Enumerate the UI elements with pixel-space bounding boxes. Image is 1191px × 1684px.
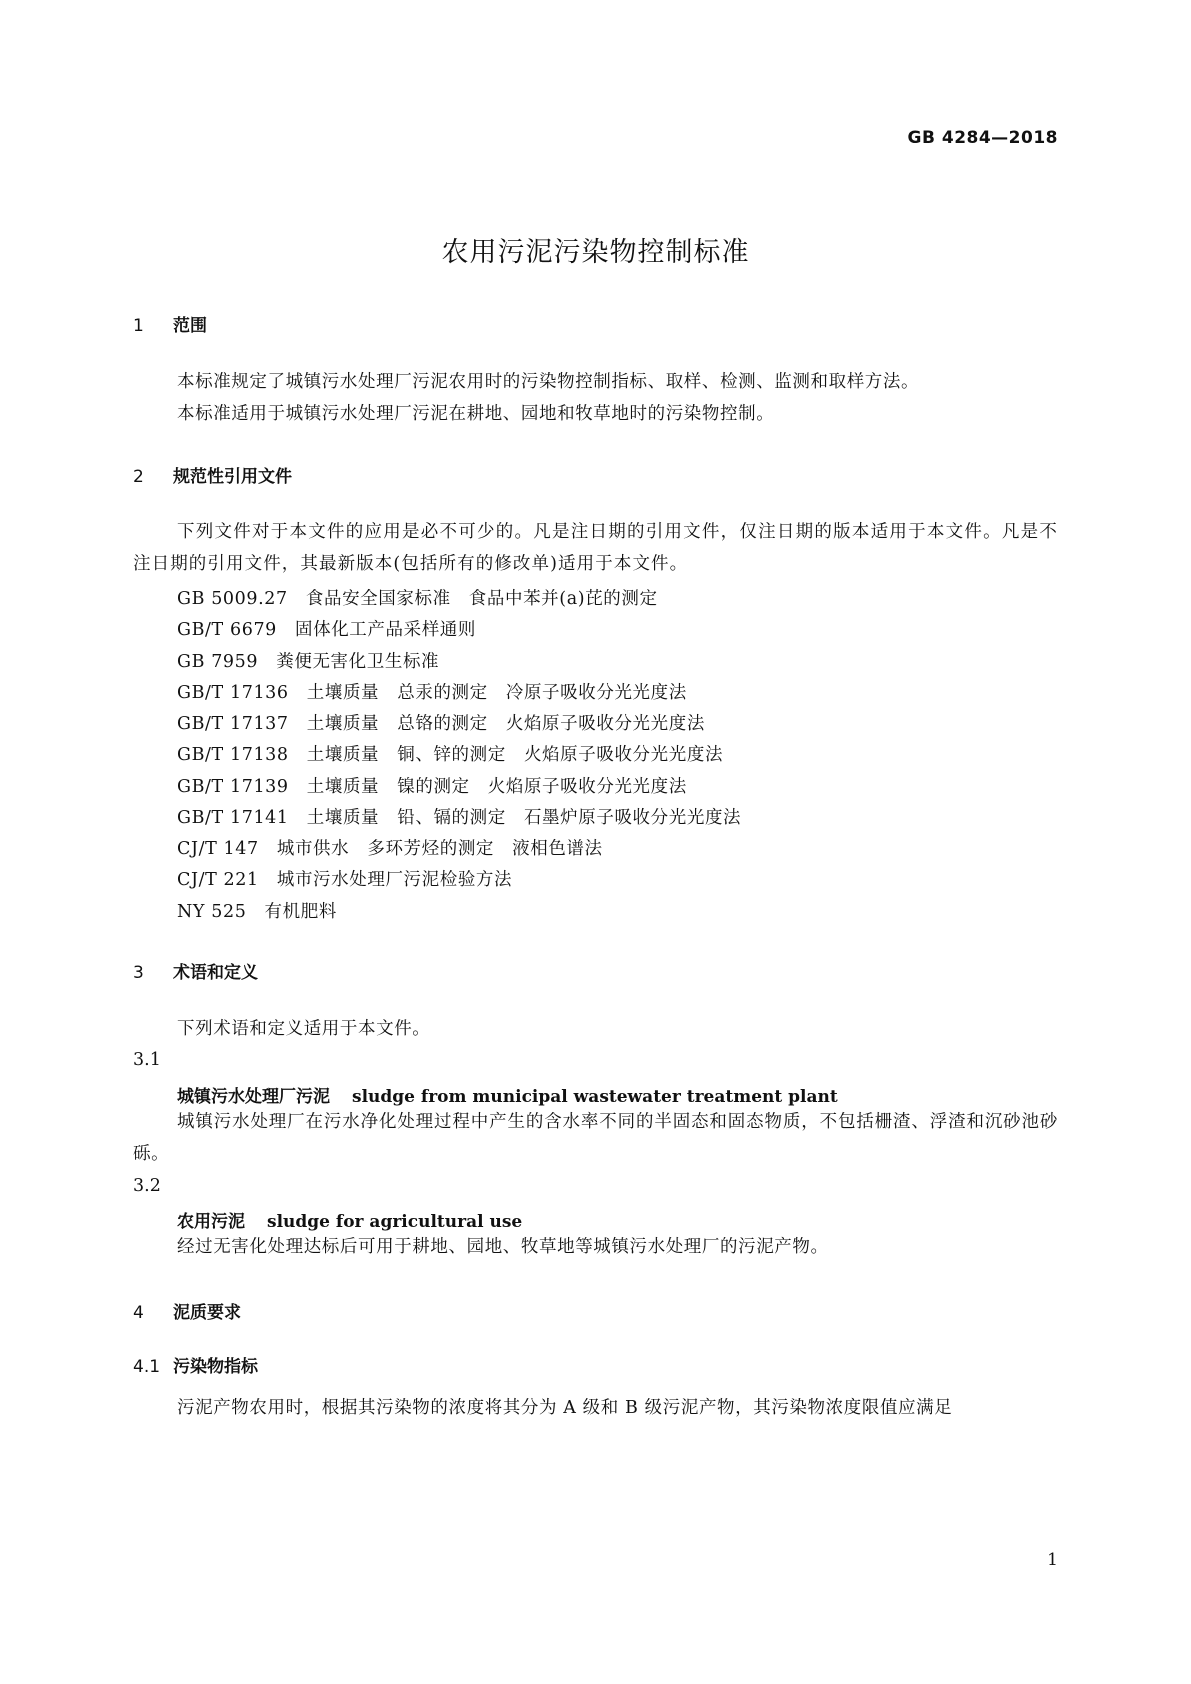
- section-number: 4: [133, 1303, 144, 1323]
- reference-item: GB/T 6679 固体化工产品采样通则: [177, 620, 477, 640]
- section-2-heading: [133, 462, 292, 487]
- paragraph: 污泥产物农用时，根据其污染物的浓度将其分为 A 级和 B 级污泥产物，其污染物浓度限值应满足: [177, 1398, 953, 1418]
- term-number: 3.2: [133, 1176, 161, 1196]
- term-en: sludge for agricultural use: [267, 1212, 523, 1232]
- section-title: 范围: [173, 316, 207, 336]
- subsection-number: 4.1: [133, 1357, 161, 1377]
- standard-code: GB 4284—2018: [907, 128, 1058, 148]
- term-number: 3.1: [133, 1050, 161, 1070]
- term-zh: 农用污泥: [177, 1212, 245, 1232]
- term-zh: 城镇污水处理厂污泥: [177, 1087, 330, 1107]
- reference-item: GB 7959 粪便无害化卫生标准: [177, 652, 440, 672]
- reference-item: NY 525 有机肥料: [177, 902, 337, 922]
- section-1-heading: [133, 311, 207, 336]
- term-heading: [177, 1207, 522, 1232]
- document-title: 农用污泥污染物控制标准: [441, 237, 750, 268]
- paragraph: 下列术语和定义适用于本文件。: [177, 1019, 431, 1039]
- reference-item: GB 5009.27 食品安全国家标准 食品中苯并(a)芘的测定: [177, 589, 658, 609]
- section-title: 规范性引用文件: [173, 467, 292, 487]
- reference-item: CJ/T 221 城市污水处理厂污泥检验方法: [177, 870, 513, 890]
- section-4-heading: [133, 1298, 241, 1323]
- subsection-4-1-heading: [133, 1352, 258, 1377]
- section-3-heading: [133, 958, 258, 983]
- reference-item: GB/T 17136 土壤质量 总汞的测定 冷原子吸收分光光度法: [177, 683, 687, 703]
- section-number: 3: [133, 963, 144, 983]
- term-definition: 城镇污水处理厂在污水净化处理过程中产生的含水率不同的半固态和固态物质，不包括栅渣、浮渣和沉砂池砂砾。: [133, 1112, 1058, 1164]
- term-definition: 经过无害化处理达标后可用于耕地、园地、牧草地等城镇污水处理厂的污泥产物。: [177, 1237, 829, 1257]
- section-title: 泥质要求: [173, 1303, 241, 1323]
- section-number: 2: [133, 467, 144, 487]
- reference-item: GB/T 17138 土壤质量 铜、锌的测定 火焰原子吸收分光光度法: [177, 745, 724, 765]
- reference-item: GB/T 17141 土壤质量 铅、镉的测定 石墨炉原子吸收分光光度法: [177, 808, 742, 828]
- paragraph: 下列文件对于本文件的应用是必不可少的。凡是注日期的引用文件，仅注日期的版本适用于本文件。凡是不注日期的引用文件，其最新版本(包括所有的修改单)适用于本文件。: [133, 522, 1058, 574]
- paragraph: 本标准适用于城镇污水处理厂污泥在耕地、园地和牧草地时的污染物控制。: [177, 404, 775, 424]
- paragraph: 本标准规定了城镇污水处理厂污泥农用时的污染物控制指标、取样、检测、监测和取样方法。: [177, 372, 920, 392]
- term-heading: [177, 1082, 838, 1107]
- section-title: 术语和定义: [173, 963, 258, 983]
- section-number: 1: [133, 316, 144, 336]
- subsection-title: 污染物指标: [173, 1357, 258, 1377]
- reference-item: GB/T 17139 土壤质量 镍的测定 火焰原子吸收分光光度法: [177, 777, 687, 797]
- page-number: 1: [1047, 1550, 1058, 1570]
- term-en: sludge from municipal wastewater treatment plant: [352, 1087, 838, 1107]
- reference-item: CJ/T 147 城市供水 多环芳烃的测定 液相色谱法: [177, 839, 603, 859]
- reference-item: GB/T 17137 土壤质量 总铬的测定 火焰原子吸收分光光度法: [177, 714, 705, 734]
